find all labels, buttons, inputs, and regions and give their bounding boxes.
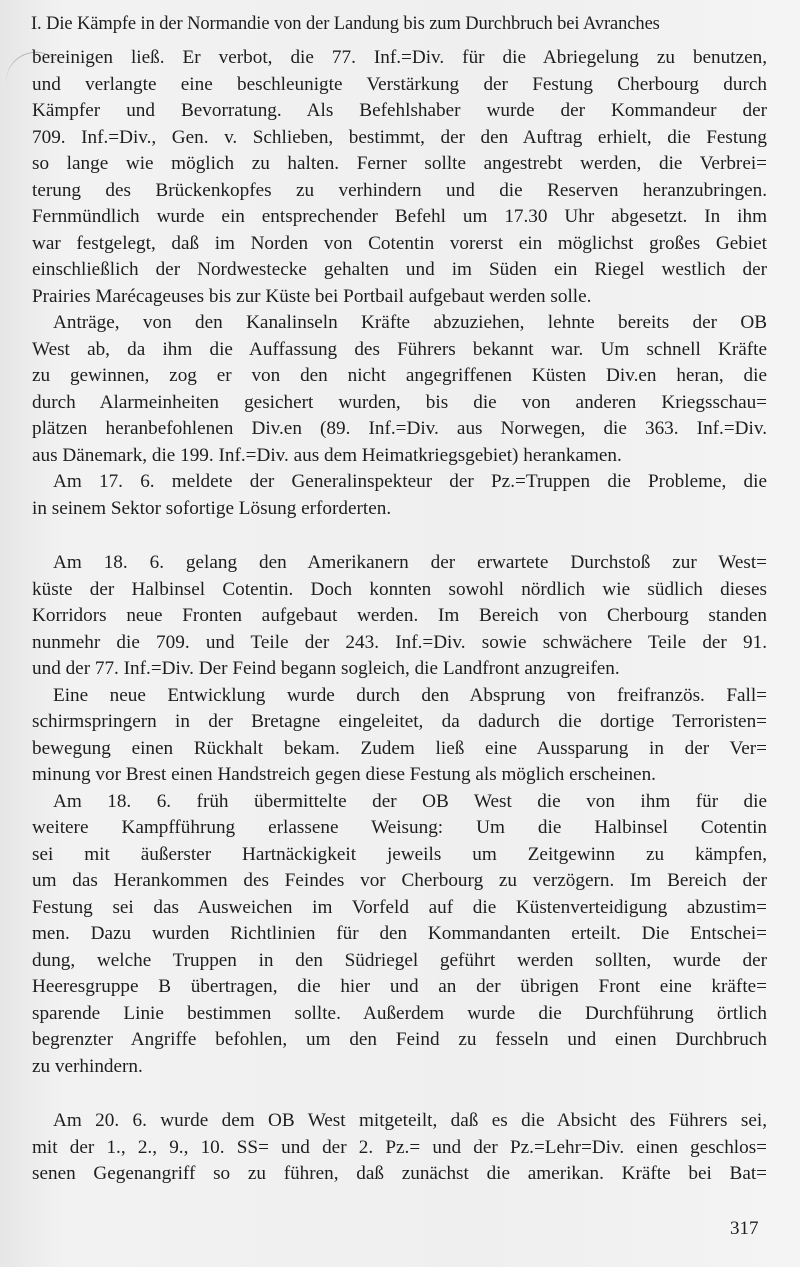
text-line: küste der Halbinsel Cotentin. Doch konnten sowohl nördlich wie südlich dieses bbox=[32, 578, 767, 600]
text-line: so lange wie möglich zu halten. Ferner sollte angestrebt werden, die Verbrei= bbox=[32, 153, 767, 174]
text-line: mit der 1., 2., 9., 10. SS= und der 2. Pz.= und der Pz.=Lehr=Div. einen geschlos= bbox=[32, 1136, 767, 1158]
paragraph bbox=[32, 45, 767, 310]
text-line: Am 18. 6. früh übermittelte der OB West die von ihm für die bbox=[53, 790, 767, 812]
text-line: minung vor Brest einen Handstreich gegen diese Festung als möglich erscheinen. bbox=[32, 764, 656, 785]
text-line: zu verhindern. bbox=[32, 1055, 143, 1077]
text-line: Am 18. 6. gelang den Amerikanern der erwartete Durchstoß zur West= bbox=[53, 552, 767, 573]
text-line: Anträge, von den Kanalinseln Kräfte abzuziehen, lehnte bereits der OB bbox=[53, 312, 767, 333]
text-line: in seinem Sektor sofortige Lösung erforderten. bbox=[32, 497, 392, 519]
running-header: I. Die Kämpfe in der Normandie von der Landung bis zum Durchbruch bei Avranches bbox=[31, 14, 660, 34]
text-line: Korridors neue Fronten aufgebaut werden. Im Bereich von Cherbourg standen bbox=[32, 605, 767, 626]
text-line: durch Alarmeinheiten gesichert wurden, bis die von anderen Kriegsschau= bbox=[32, 391, 767, 413]
text-line: zu gewinnen, zog er von den nicht angegriffenen Küsten Div.en heran, die bbox=[32, 365, 767, 386]
text-line: 709. Inf.=Div., Gen. v. Schlieben, bestimmt, der den Auftrag erhielt, die Festung bbox=[32, 126, 767, 148]
text-line: begrenzter Angriffe befohlen, um den Feind zu fesseln und einen Durchbruch bbox=[32, 1029, 767, 1050]
text-line: einschließlich der Nordwestecke gehalten und im Süden ein Riegel westlich der bbox=[32, 259, 767, 280]
text-line: um das Herankommen des Feindes vor Cherbourg zu verzögern. Im Bereich der bbox=[32, 870, 767, 891]
text-line: und der 77. Inf.=Div. Der Feind begann sogleich, die Landfront anzugreifen. bbox=[32, 658, 620, 679]
text-line: plätzen heranbefohlenen Div.en (89. Inf.=Div. aus Norwegen, die 363. Inf.=Div. bbox=[32, 418, 767, 439]
text-line: terung des Brückenkopfes zu verhindern und die Reserven heranzubringen. bbox=[32, 179, 767, 201]
paragraph bbox=[32, 1108, 767, 1188]
paragraph bbox=[32, 469, 767, 522]
paragraph bbox=[32, 789, 767, 1081]
body-text bbox=[32, 45, 767, 1188]
text-line: men. Dazu wurden Richtlinien für den Kommandanten erteilt. Die Entschei= bbox=[32, 923, 767, 944]
text-line: und verlangte eine beschleunigte Verstärkung der Festung Cherbourg durch bbox=[32, 73, 767, 95]
paragraph bbox=[32, 550, 767, 683]
text-line: bewegung einen Rückhalt bekam. Zudem ließ eine Aussparung in der Ver= bbox=[32, 737, 767, 759]
text-line: Festung sei das Ausweichen im Vorfeld auf die Küstenverteidigung abzustim= bbox=[32, 896, 767, 918]
text-line: Kämpfer und Bevorratung. Als Befehlshaber wurde der Kommandeur der bbox=[32, 100, 767, 121]
text-line: Am 20. 6. wurde dem OB West mitgeteilt, daß es die Absicht des Führers sei, bbox=[53, 1110, 767, 1131]
text-line: war festgelegt, daß im Norden von Cotentin vorerst ein möglichst großes Gebiet bbox=[32, 232, 767, 254]
paragraph bbox=[32, 310, 767, 469]
text-line: bereinigen ließ. Er verbot, die 77. Inf.=Div. für die Abriegelung zu benutzen, bbox=[32, 47, 767, 68]
text-line: sei mit äußerster Hartnäckigkeit jeweils um Zeitgewinn zu kämpfen, bbox=[32, 843, 767, 865]
text-line: Eine neue Entwicklung wurde durch den Absprung von freifranzös. Fall= bbox=[53, 684, 767, 706]
text-line: sparende Linie bestimmen sollte. Außerdem wurde die Durchführung örtlich bbox=[32, 1002, 767, 1024]
text-line: Prairies Marécageuses bis zur Küste bei Portbail aufgebaut werden solle. bbox=[32, 285, 592, 307]
text-line: weitere Kampfführung erlassene Weisung: Um die Halbinsel Cotentin bbox=[32, 817, 767, 838]
text-line: Am 17. 6. meldete der Generalinspekteur der Pz.=Truppen die Probleme, die bbox=[53, 471, 767, 492]
text-line: dung, welche Truppen in den Südriegel geführt werden sollten, wurde der bbox=[32, 949, 767, 971]
text-line: Fernmündlich wurde ein entsprechender Befehl um 17.30 Uhr abgesetzt. In ihm bbox=[32, 206, 767, 227]
paragraph bbox=[32, 683, 767, 789]
page-number: 317 bbox=[730, 1218, 759, 1239]
text-line: nunmehr die 709. und Teile der 243. Inf.=Div. sowie schwächere Teile der 91. bbox=[32, 631, 767, 653]
text-line: schirmspringern in der Bretagne eingeleitet, da dadurch die dortige Terroristen= bbox=[32, 711, 767, 732]
text-line: senen Gegenangriff so zu führen, daß zunächst die amerikan. Kräfte bei Bat= bbox=[32, 1163, 767, 1184]
text-line: aus Dänemark, die 199. Inf.=Div. aus dem Heimatkriegsgebiet) herankamen. bbox=[32, 444, 622, 466]
text-line: West ab, da ihm die Auffassung des Führers bekannt war. Um schnell Kräfte bbox=[32, 338, 767, 360]
text-line: Heeresgruppe B übertragen, die hier und an der übrigen Front eine kräfte= bbox=[32, 976, 767, 997]
